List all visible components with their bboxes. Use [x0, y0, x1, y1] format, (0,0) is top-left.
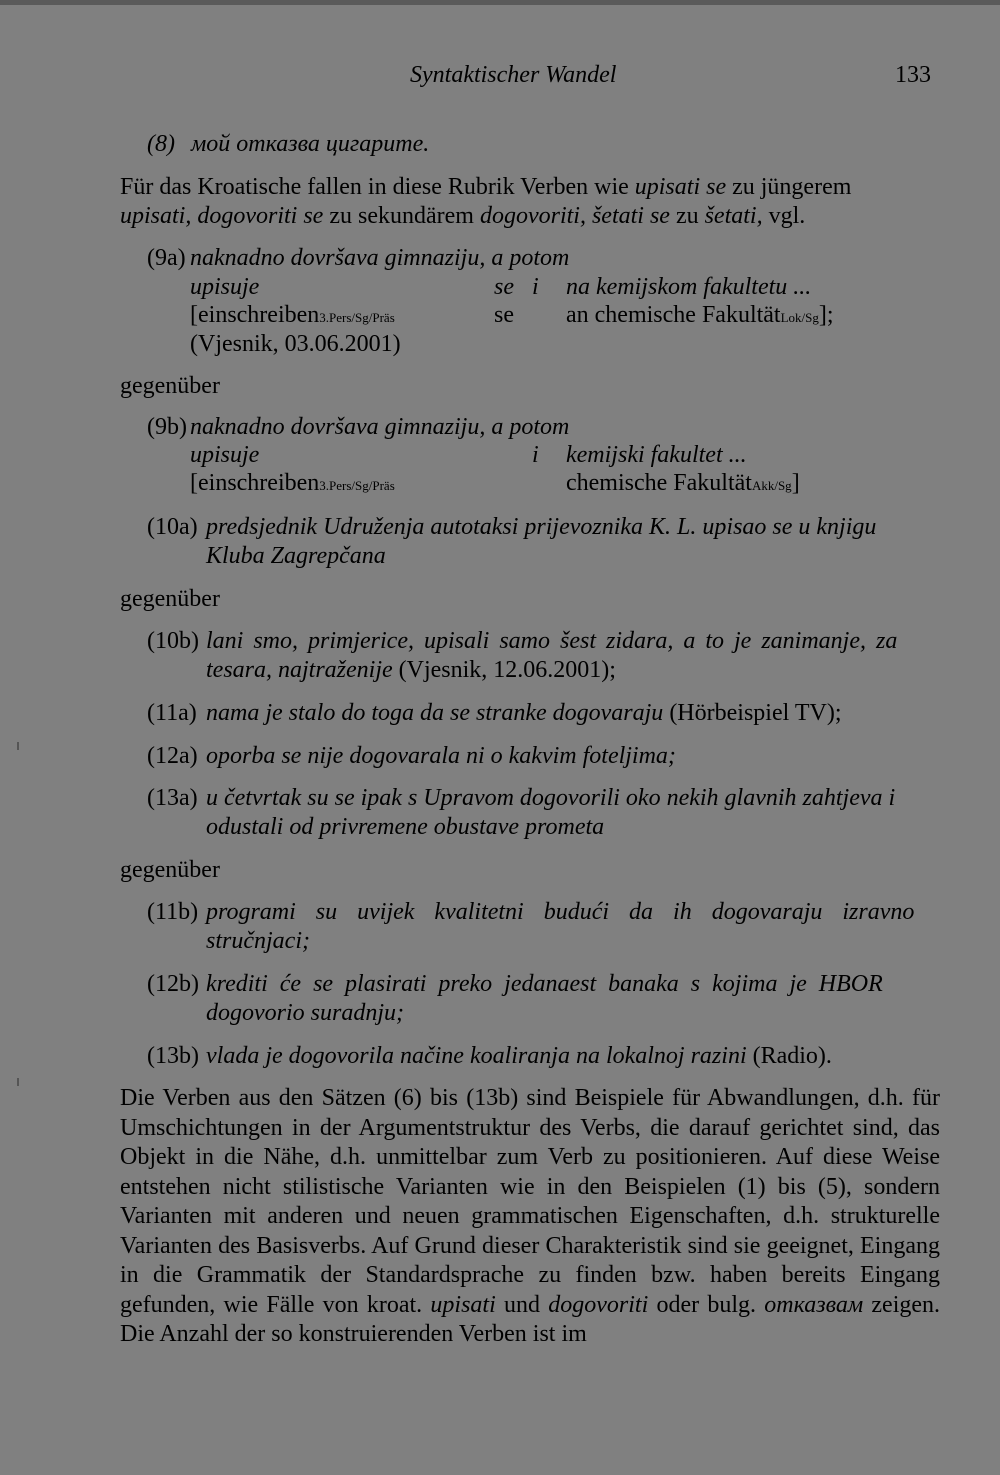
- example-line-1: naknadno dovršava gimnaziju, a potom: [190, 414, 570, 440]
- example-text: [206, 1042, 832, 1071]
- text: und: [495, 1291, 549, 1318]
- example-line-1: naknadno dovršava gimnaziju, a potom: [190, 245, 570, 271]
- running-header-title: Syntaktischer Wandel: [410, 62, 617, 88]
- term: upisati, dogovoriti se: [120, 203, 324, 229]
- example-10b-line-1: [147, 627, 898, 656]
- text: zeigen. Die Anzahl der so konstruierenden Verben ist im: [120, 1291, 941, 1347]
- example-text: oporba se nije dogovarala ni o kakvim foteljima;: [206, 743, 676, 769]
- example-number: (10a): [147, 514, 198, 540]
- scan-mark: [17, 1078, 19, 1086]
- top-border: [0, 0, 1000, 5]
- term: šetati,: [704, 203, 763, 229]
- paragraph-1-line-1: [120, 173, 851, 202]
- example-text: u četvrtak su se ipak s Upravom dogovorili oko nekih glavnih zahtjeva i: [206, 785, 896, 811]
- example-8: [147, 130, 429, 159]
- gloss-text: chemische Fakultät: [566, 470, 752, 496]
- gloss-text: [einschreiben: [190, 302, 320, 328]
- gloss-subscript: 3.Pers/Sg/Präs: [319, 478, 395, 493]
- gloss-verb: [190, 470, 395, 497]
- gloss-end: ];: [818, 302, 834, 328]
- example-13a-line-2: odustali od privremene obustave prometa: [206, 814, 605, 840]
- example-13a-line-1: [147, 784, 896, 813]
- example-number: (9b): [147, 414, 187, 440]
- example-number: (9a): [147, 245, 186, 271]
- term: отказвам: [764, 1291, 864, 1318]
- gegenueber-3: gegenüber: [120, 857, 220, 883]
- example-number: (13b): [147, 1043, 199, 1069]
- example-11a: [147, 699, 842, 728]
- example-12b-line-2: dogovorio suradnju;: [206, 1000, 404, 1026]
- gloss-subscript: Lok/Sg: [780, 310, 819, 325]
- example-number: (12a): [147, 743, 198, 769]
- example-10b-line-2: [206, 656, 616, 685]
- word-i: i: [532, 274, 539, 300]
- example-text: tesara, najtraženije: [206, 657, 393, 683]
- example-text: мой отказва цигарите.: [190, 131, 430, 157]
- italic-text: vlada je dogovorila načine koaliranja na lokalnoj razini: [206, 1043, 747, 1069]
- example-10a-line-1: [147, 513, 877, 542]
- example-13b: [147, 1042, 832, 1071]
- page-number: 133: [895, 62, 931, 88]
- gloss-verb: [190, 302, 395, 329]
- example-number: (13a): [147, 785, 198, 811]
- term: dogovoriti, šetati se: [479, 203, 670, 229]
- gloss-noun: [566, 470, 800, 497]
- example-12b-line-1: [147, 970, 883, 999]
- example-text: predsjednik Udruženja autotaksi prijevoznika K. L. upisao se u knjigu: [206, 514, 877, 540]
- italic-text: nama je stalo do toga da se stranke dogovaraju: [206, 700, 664, 726]
- source: (Vjesnik, 12.06.2001);: [392, 657, 616, 683]
- term: dogovoriti: [548, 1291, 649, 1318]
- example-number: (11a): [147, 700, 197, 726]
- gloss-end: ]: [791, 470, 800, 496]
- source: (Radio).: [746, 1043, 832, 1069]
- word-phrase: kemijski fakultet ...: [566, 442, 747, 468]
- example-10a-line-2: Kluba Zagrepčana: [206, 543, 386, 569]
- scan-mark: [17, 742, 19, 750]
- example-11b-line-2: stručnjaci;: [206, 928, 310, 954]
- text: Die Verben aus den Sätzen (6) bis (13b) sind Beispiele für Abwandlungen, d.h. für Umschichtungen in der Argumentstruktur des Verbs, die darauf gerichtet sind, das Objekt in die Nähe, d.h. unmittelbar zum Verb zu positionieren. Auf diese Weise entstehen nicht stilistische Varianten wie in den Beispielen (1) bis (5), sondern Varianten mit anderen und neuen grammatischen Eigenschaften, d.h. strukturelle Varianten des Basisverbs. Auf Grund dieser Charakteristik sind sie geeignet, Eingang in die Grammatik der Standardsprache zu finden bzw. haben bereits Eingang gefunden, wie Fälle von kroat.: [120, 1085, 940, 1318]
- text: Für das Kroatische fallen in diese Rubrik Verben wie: [120, 174, 635, 200]
- gegenueber-1: gegenüber: [120, 373, 220, 399]
- word-i: i: [532, 442, 539, 468]
- term: upisati se: [634, 174, 727, 200]
- paragraph-1-line-2: [120, 202, 805, 231]
- source: (Hörbeispiel TV);: [663, 700, 842, 726]
- word-se: se: [494, 274, 514, 300]
- text: zu jüngerem: [726, 174, 852, 200]
- example-number: (10b): [147, 628, 199, 654]
- example-number: (8): [147, 131, 175, 157]
- word-upisuje: upisuje: [190, 274, 260, 300]
- text: oder bulg.: [648, 1291, 765, 1318]
- source: (Vjesnik, 03.06.2001): [190, 331, 401, 357]
- example-12a: [147, 742, 676, 771]
- example-text: [206, 699, 842, 728]
- gloss-noun: [566, 302, 834, 329]
- word-phrase: na kemijskom fakultetu ...: [566, 274, 812, 300]
- gloss-text: [einschreiben: [190, 470, 320, 496]
- paragraph-2: [120, 1084, 940, 1350]
- example-text: programi su uvijek kvalitetni budući da ih dogovaraju izravno: [206, 899, 915, 925]
- gegenueber-2: gegenüber: [120, 586, 220, 612]
- example-text: krediti će se plasirati preko jedanaest banaka s kojima je HBOR: [206, 971, 883, 997]
- gloss-subscript: 3.Pers/Sg/Präs: [319, 310, 395, 325]
- word-upisuje: upisuje: [190, 442, 260, 468]
- gloss-se: se: [494, 302, 514, 328]
- term: upisati: [430, 1291, 496, 1318]
- gloss-subscript: Akk/Sg: [751, 478, 792, 493]
- example-text: lani smo, primjerice, upisali samo šest zidara, a to je zanimanje, za: [206, 628, 898, 654]
- example-number: (11b): [147, 899, 199, 925]
- text: vgl.: [762, 203, 806, 229]
- text: zu sekundärem: [323, 203, 480, 229]
- text: zu: [669, 203, 705, 229]
- example-number: (12b): [147, 971, 199, 997]
- example-11b-line-1: [147, 898, 915, 927]
- gloss-text: an chemische Fakultät: [566, 302, 781, 328]
